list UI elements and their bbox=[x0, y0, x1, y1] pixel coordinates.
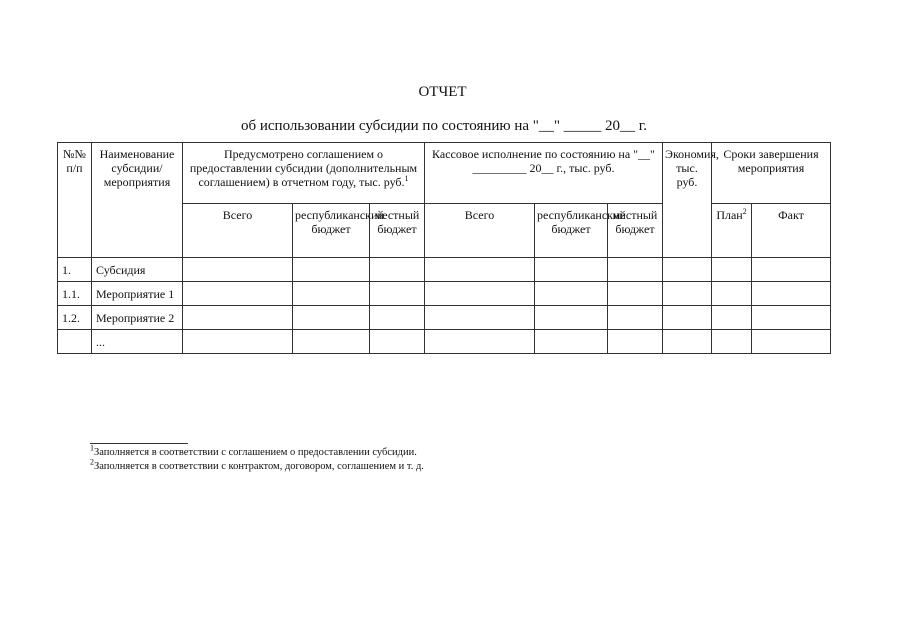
report-table bbox=[57, 142, 831, 354]
table-cell bbox=[293, 282, 370, 306]
table-cell bbox=[183, 330, 293, 354]
row-num: 1.1. bbox=[58, 282, 92, 306]
table-row bbox=[58, 306, 831, 330]
table-cell bbox=[370, 258, 425, 282]
table-cell bbox=[608, 282, 663, 306]
document-title: ОТЧЕТ bbox=[418, 84, 467, 100]
header-fact: Факт bbox=[752, 204, 831, 258]
table-cell bbox=[425, 258, 535, 282]
table-row bbox=[58, 330, 831, 354]
table-cell bbox=[663, 282, 712, 306]
row-name: ... bbox=[92, 330, 183, 354]
header-planned bbox=[183, 143, 425, 204]
table-cell bbox=[712, 282, 752, 306]
row-name: Мероприятие 1 bbox=[92, 282, 183, 306]
header-planned-republican: республиканский бюджет bbox=[293, 204, 370, 258]
footnote-ref-2: 2 bbox=[742, 207, 747, 216]
header-planned-text: Предусмотрено соглашением о предоставлении субсидии (дополнительным соглашением) в отчетном году, тыс. руб. bbox=[189, 147, 418, 189]
header-name: Наименование субсидии/ мероприятия bbox=[92, 143, 183, 258]
table-cell bbox=[712, 258, 752, 282]
table-cell bbox=[752, 330, 831, 354]
table-cell bbox=[712, 330, 752, 354]
table-cell bbox=[535, 282, 608, 306]
table-cell bbox=[608, 306, 663, 330]
header-deadlines: Сроки завершения мероприятия bbox=[712, 143, 831, 204]
header-economy: Экономия, тыс. руб. bbox=[663, 143, 712, 258]
table-cell bbox=[293, 330, 370, 354]
footnote-1-mark: 1 bbox=[90, 443, 94, 453]
table-cell bbox=[752, 282, 831, 306]
table-cell bbox=[370, 282, 425, 306]
row-num: 1.2. bbox=[58, 306, 92, 330]
footnote-1-text: Заполняется в соответствии с соглашением о предоставлении субсидии. bbox=[94, 447, 417, 458]
table-cell bbox=[183, 282, 293, 306]
header-row-1 bbox=[58, 143, 831, 204]
table-cell bbox=[183, 258, 293, 282]
header-cash-total: Всего bbox=[425, 204, 535, 258]
table-cell bbox=[425, 282, 535, 306]
table-cell bbox=[183, 306, 293, 330]
row-num: 1. bbox=[58, 258, 92, 282]
row-name: Мероприятие 2 bbox=[92, 306, 183, 330]
table-cell bbox=[425, 306, 535, 330]
header-planned-total: Всего bbox=[183, 204, 293, 258]
header-plan bbox=[712, 204, 752, 258]
header-planned-local: местный бюджет bbox=[370, 204, 425, 258]
header-cash-local: местный бюджет bbox=[608, 204, 663, 258]
table-cell bbox=[608, 330, 663, 354]
footnote-2-mark: 2 bbox=[90, 457, 94, 467]
row-name: Субсидия bbox=[92, 258, 183, 282]
header-cash: Кассовое исполнение по состоянию на "__" _________ 20__ г., тыс. руб. bbox=[425, 143, 663, 204]
header-plan-text: План bbox=[716, 208, 743, 222]
table-cell bbox=[370, 330, 425, 354]
table-cell bbox=[608, 258, 663, 282]
row-num bbox=[58, 330, 92, 354]
footnote-ref-1: 1 bbox=[404, 174, 409, 183]
footnote-1 bbox=[90, 443, 424, 460]
footnote-divider bbox=[90, 443, 188, 444]
footnote-2-text: Заполняется в соответствии с контрактом, договором, соглашением и т. д. bbox=[94, 461, 424, 472]
table-row bbox=[58, 258, 831, 282]
table-cell bbox=[663, 330, 712, 354]
header-num: №№ п/п bbox=[58, 143, 92, 258]
header-cash-republican: республиканский бюджет bbox=[535, 204, 608, 258]
table-row bbox=[58, 282, 831, 306]
table-cell bbox=[663, 306, 712, 330]
table-cell bbox=[535, 330, 608, 354]
table-cell bbox=[663, 258, 712, 282]
table-cell bbox=[535, 306, 608, 330]
table-cell bbox=[370, 306, 425, 330]
table-cell bbox=[752, 258, 831, 282]
table-cell bbox=[752, 306, 831, 330]
table-cell bbox=[293, 258, 370, 282]
table-cell bbox=[293, 306, 370, 330]
table-cell bbox=[425, 330, 535, 354]
footnote-2 bbox=[90, 457, 424, 474]
table-cell bbox=[535, 258, 608, 282]
table-cell bbox=[712, 306, 752, 330]
footnotes bbox=[90, 443, 424, 474]
document-subtitle: об использовании субсидии по состоянию на "__" _____ 20__ г. bbox=[240, 118, 648, 134]
